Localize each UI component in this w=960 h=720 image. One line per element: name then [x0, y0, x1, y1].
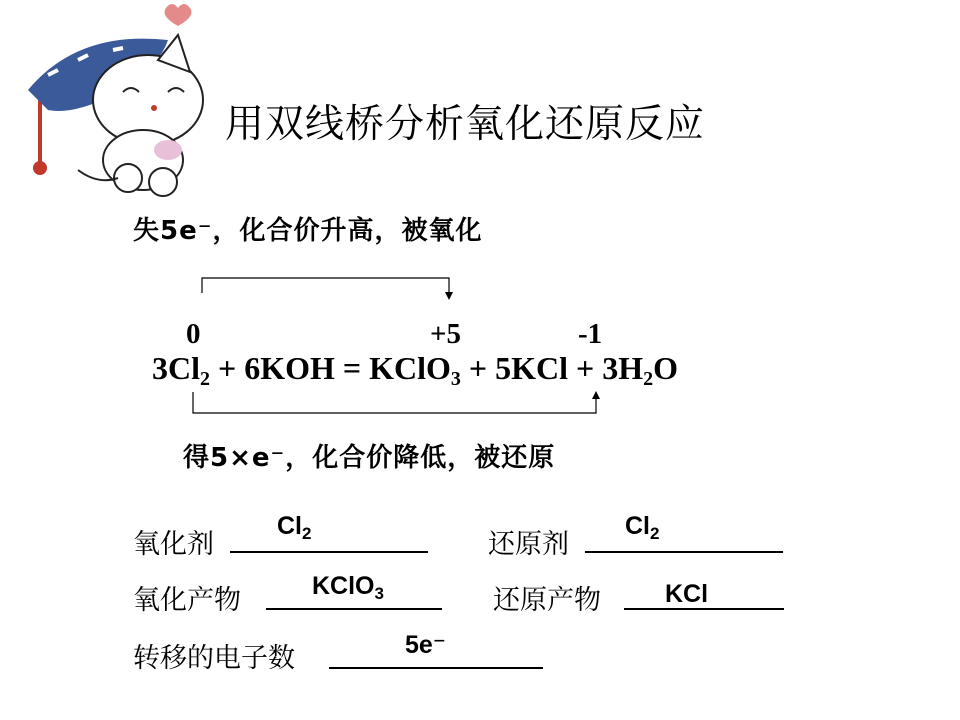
reductant-blank	[585, 521, 783, 553]
oxidation-state-kclo3: +5	[430, 318, 462, 350]
equation-part: 3Cl	[152, 350, 200, 386]
answer-text: Cl	[277, 512, 302, 540]
equation-subscript: 2	[643, 368, 654, 390]
equation-part: + 5KCl + 3H	[460, 350, 644, 386]
answer-subscript: 2	[650, 524, 660, 543]
electron-loss-label: 失5e⁻，化合价升高，被氧化	[133, 216, 483, 246]
equation-subscript: 3	[450, 368, 461, 390]
oxidant-label: 氧化剂	[133, 529, 214, 560]
answer-text: KClO	[312, 572, 375, 600]
answer-text: Cl	[625, 512, 650, 540]
reduction-product-label: 还原产物	[493, 585, 601, 616]
upper-arrow-icon	[445, 292, 453, 300]
equation-subscript: 2	[200, 368, 210, 390]
electron-gain-label: 得5×e⁻，化合价降低，被还原	[183, 443, 556, 473]
oxidation-product-label: 氧化产物	[133, 585, 241, 616]
reductant-answer	[625, 512, 659, 544]
electrons-transferred-label: 转移的电子数	[133, 643, 295, 674]
equation-part: + 6KOH = KClO	[210, 350, 451, 386]
oxidation-state-cl2: 0	[186, 318, 201, 350]
reductant-label: 还原剂	[488, 529, 569, 560]
slide-title: 用双线桥分析氧化还原反应	[225, 102, 706, 147]
lower-arrow-icon	[592, 391, 600, 399]
reduction-product-answer: KCl	[665, 580, 709, 608]
answer-subscript: 2	[302, 524, 312, 543]
heart-icon	[165, 4, 192, 26]
oxidant-blank	[230, 521, 428, 553]
lower-bridge-line	[193, 392, 596, 413]
cat-mascot-image	[18, 0, 218, 200]
oxidation-product-answer	[312, 572, 384, 604]
chemical-equation	[152, 350, 678, 391]
equation-part: O	[653, 350, 679, 386]
upper-bridge-line	[202, 278, 449, 294]
answer-subscript: 3	[374, 584, 384, 603]
oxidant-answer	[277, 512, 311, 544]
oxidation-state-kcl: -1	[578, 318, 603, 350]
electrons-transferred-answer: 5e⁻	[405, 631, 447, 659]
